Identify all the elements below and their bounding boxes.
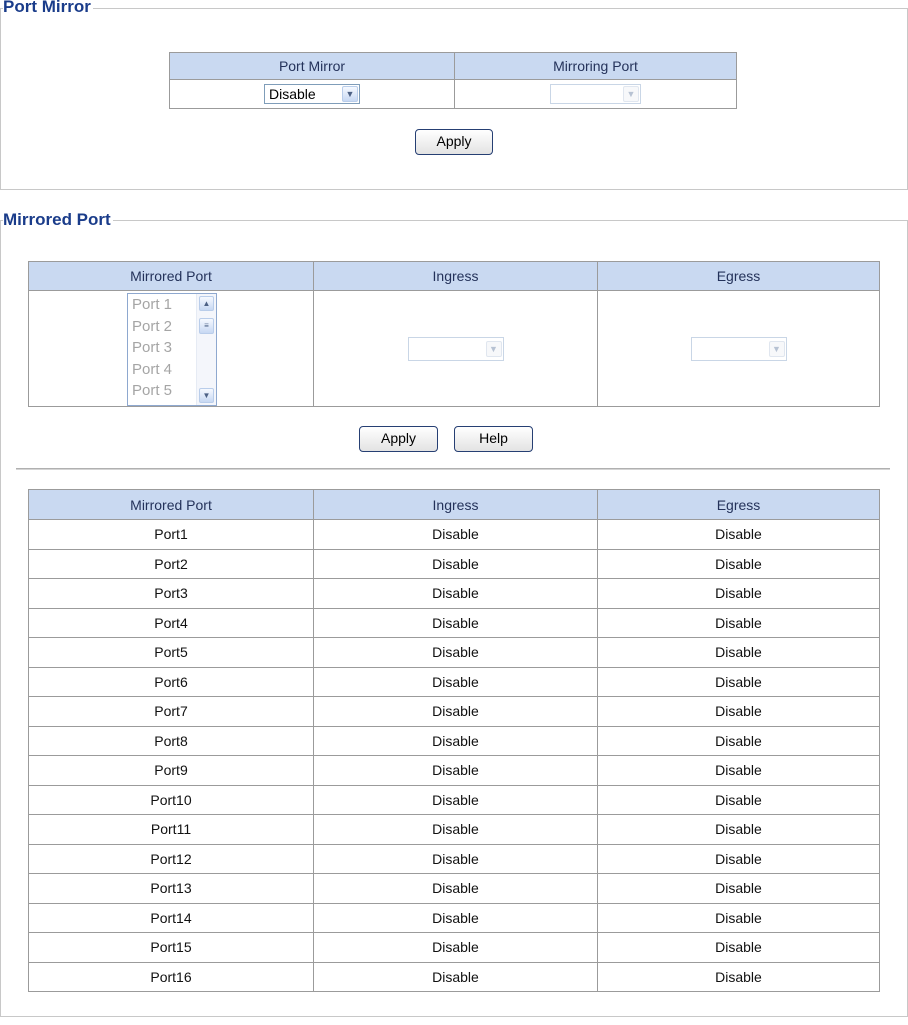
row-ingress: Disable xyxy=(314,756,598,786)
status-col-egress: Egress xyxy=(598,490,880,520)
table-row xyxy=(29,815,880,845)
port-mirror-select[interactable] xyxy=(264,84,360,104)
status-table-body xyxy=(29,520,880,992)
row-port: Port4 xyxy=(29,608,314,638)
mirrored-port-legend: Mirrored Port xyxy=(3,210,111,229)
table-row xyxy=(29,549,880,579)
row-ingress: Disable xyxy=(314,667,598,697)
listbox-scrollbar[interactable] xyxy=(196,294,216,405)
col-port-mirror: Port Mirror xyxy=(170,53,455,80)
row-port: Port8 xyxy=(29,726,314,756)
row-ingress: Disable xyxy=(314,874,598,904)
row-port: Port14 xyxy=(29,903,314,933)
row-egress: Disable xyxy=(598,726,880,756)
col-mirrored-port: Mirrored Port xyxy=(29,262,314,291)
row-egress: Disable xyxy=(598,815,880,845)
port-mirror-config-table xyxy=(169,52,737,109)
row-ingress: Disable xyxy=(314,549,598,579)
table-row xyxy=(29,726,880,756)
table-row xyxy=(29,608,880,638)
table-row xyxy=(29,520,880,550)
chevron-down-icon: ▼ xyxy=(202,391,211,400)
chevron-down-icon: ▼ xyxy=(486,341,502,357)
table-row xyxy=(29,874,880,904)
table-row xyxy=(29,579,880,609)
section-divider xyxy=(16,468,890,470)
row-ingress: Disable xyxy=(314,638,598,668)
row-port: Port11 xyxy=(29,815,314,845)
mirroring-port-select[interactable] xyxy=(550,84,641,104)
row-port: Port2 xyxy=(29,549,314,579)
table-row xyxy=(29,756,880,786)
table-row xyxy=(29,785,880,815)
row-ingress: Disable xyxy=(314,579,598,609)
scroll-thumb[interactable] xyxy=(199,318,214,334)
row-port: Port16 xyxy=(29,962,314,992)
row-egress: Disable xyxy=(598,638,880,668)
row-egress: Disable xyxy=(598,933,880,963)
table-row xyxy=(29,697,880,727)
row-egress: Disable xyxy=(598,697,880,727)
ingress-select[interactable] xyxy=(408,337,504,361)
port-option[interactable]: Port 3 xyxy=(132,339,173,356)
row-port: Port3 xyxy=(29,579,314,609)
table-row xyxy=(29,844,880,874)
row-egress: Disable xyxy=(598,903,880,933)
row-ingress: Disable xyxy=(314,785,598,815)
col-ingress: Ingress xyxy=(314,262,598,291)
row-ingress: Disable xyxy=(314,844,598,874)
grip-icon: ≡ xyxy=(204,321,209,330)
col-egress: Egress xyxy=(598,262,880,291)
table-row xyxy=(29,933,880,963)
row-port: Port12 xyxy=(29,844,314,874)
row-ingress: Disable xyxy=(314,697,598,727)
row-egress: Disable xyxy=(598,549,880,579)
row-egress: Disable xyxy=(598,785,880,815)
row-egress: Disable xyxy=(598,667,880,697)
row-egress: Disable xyxy=(598,962,880,992)
row-egress: Disable xyxy=(598,608,880,638)
row-egress: Disable xyxy=(598,874,880,904)
table-row xyxy=(29,903,880,933)
row-port: Port5 xyxy=(29,638,314,668)
chevron-down-icon: ▼ xyxy=(342,86,358,102)
port-option[interactable]: Port 1 xyxy=(132,296,173,313)
scroll-down-button[interactable] xyxy=(199,388,214,403)
row-egress: Disable xyxy=(598,756,880,786)
row-port: Port1 xyxy=(29,520,314,550)
row-ingress: Disable xyxy=(314,962,598,992)
egress-select[interactable] xyxy=(691,337,787,361)
chevron-down-icon: ▼ xyxy=(769,341,785,357)
help-button[interactable]: Help xyxy=(454,426,533,452)
row-ingress: Disable xyxy=(314,903,598,933)
row-egress: Disable xyxy=(598,579,880,609)
row-port: Port13 xyxy=(29,874,314,904)
row-ingress: Disable xyxy=(314,933,598,963)
row-port: Port15 xyxy=(29,933,314,963)
table-row xyxy=(29,962,880,992)
port-mirror-select-value: Disable xyxy=(269,86,316,102)
mirrored-port-listbox[interactable] xyxy=(127,293,217,406)
row-ingress: Disable xyxy=(314,815,598,845)
port-mirror-legend: Port Mirror xyxy=(3,0,93,17)
status-col-mirrored-port: Mirrored Port xyxy=(29,490,314,520)
col-mirroring-port: Mirroring Port xyxy=(455,53,737,80)
table-row xyxy=(29,638,880,668)
row-port: Port9 xyxy=(29,756,314,786)
port-option[interactable]: Port 4 xyxy=(132,360,173,378)
table-row xyxy=(29,667,880,697)
row-port: Port7 xyxy=(29,697,314,727)
row-egress: Disable xyxy=(598,520,880,550)
port-option[interactable]: Port 2 xyxy=(132,317,173,335)
scroll-up-button[interactable] xyxy=(199,296,214,311)
port-option[interactable]: Port 5 xyxy=(132,382,173,399)
row-port: Port6 xyxy=(29,667,314,697)
status-col-ingress: Ingress xyxy=(314,490,598,520)
row-egress: Disable xyxy=(598,844,880,874)
mirrored-apply-button[interactable]: Apply xyxy=(359,426,438,452)
chevron-down-icon: ▼ xyxy=(623,86,639,102)
row-ingress: Disable xyxy=(314,520,598,550)
mirrored-port-status-table xyxy=(28,489,880,992)
row-ingress: Disable xyxy=(314,608,598,638)
chevron-up-icon: ▲ xyxy=(202,299,211,308)
port-mirror-apply-button[interactable]: Apply xyxy=(415,129,493,155)
row-port: Port10 xyxy=(29,785,314,815)
row-ingress: Disable xyxy=(314,726,598,756)
